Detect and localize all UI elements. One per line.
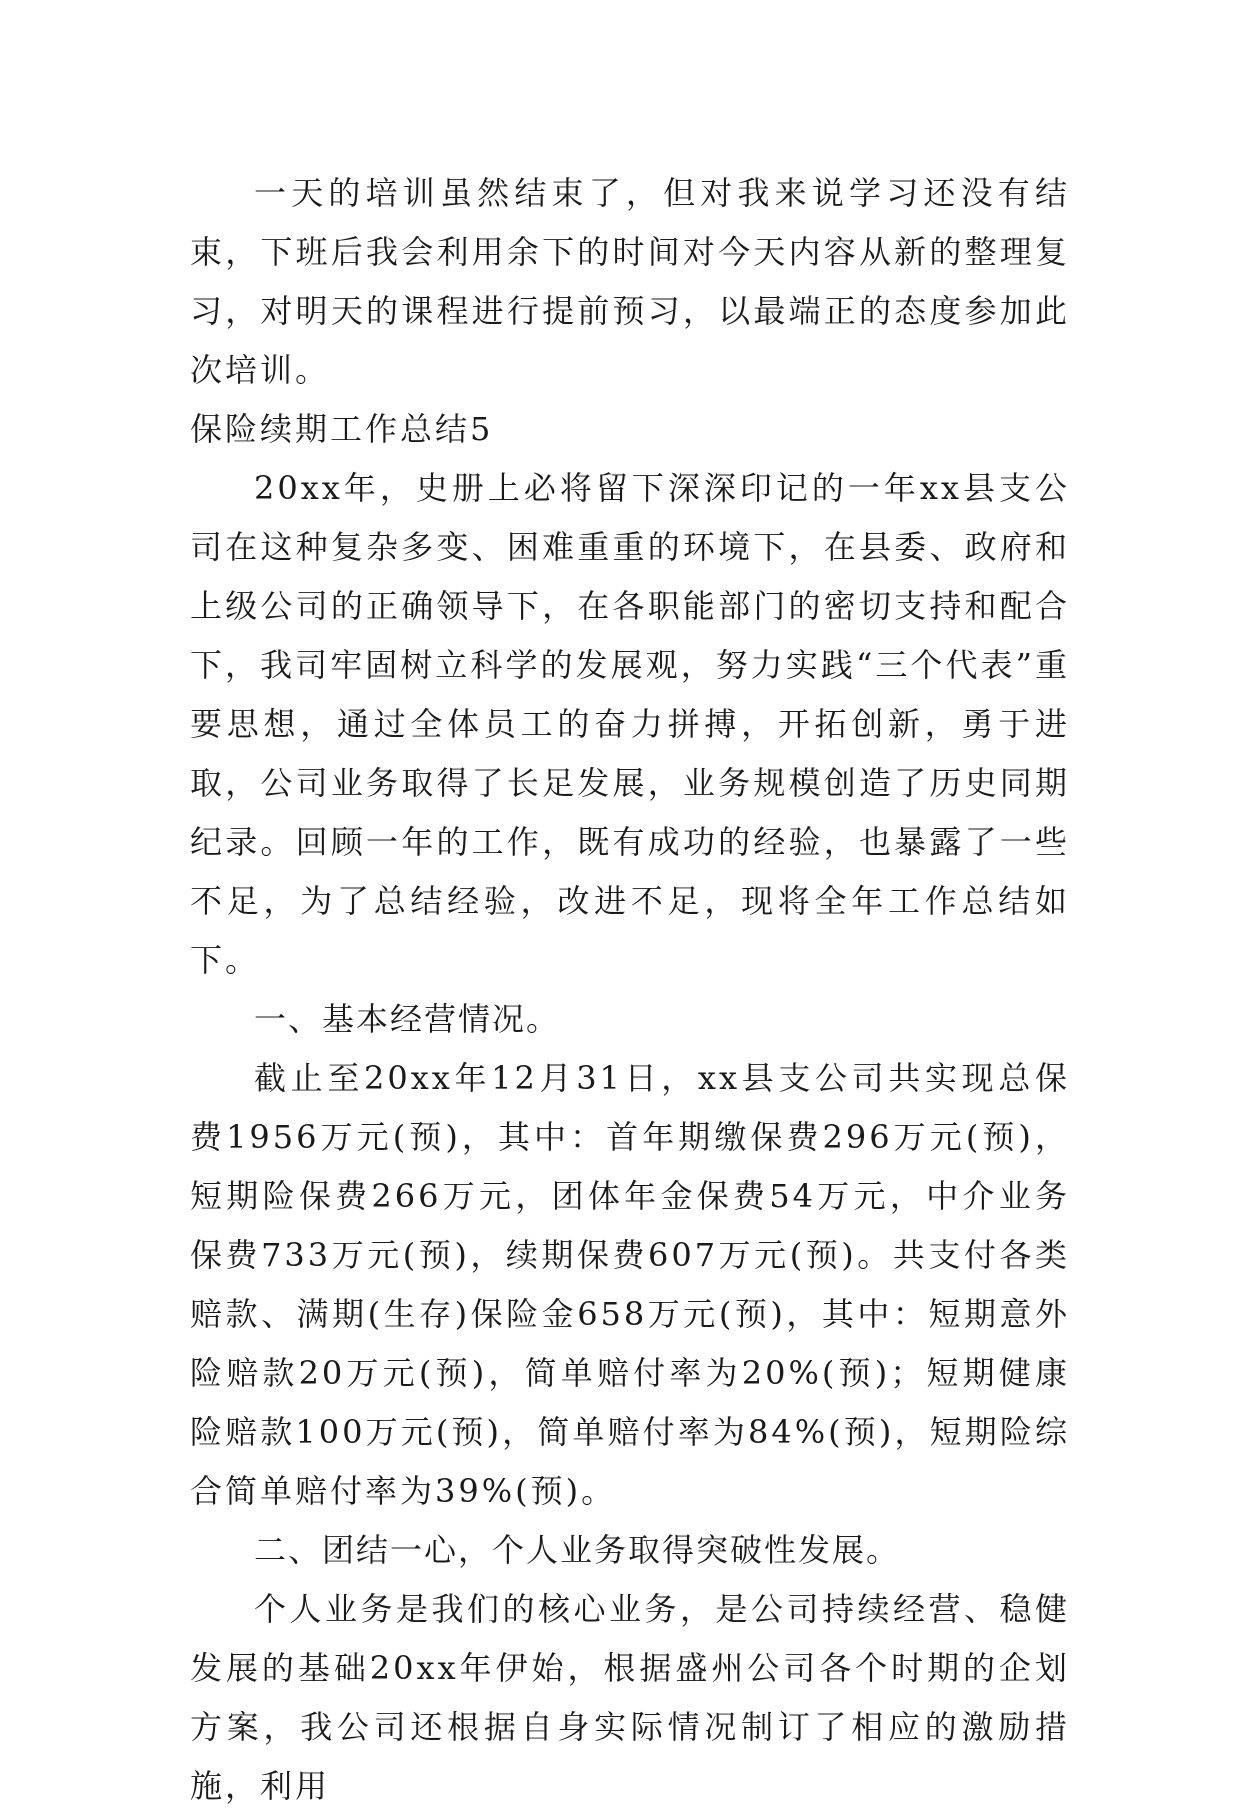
paragraph-personal-business: 个人业务是我们的核心业务，是公司持续经营、稳健发展的基础20xx年伊始，根据盛州公司各个时期的企划方案，我公司还根据自身实际情况制订了相应的激励措施，利用 <box>190 1590 1070 1805</box>
paragraph-annual-intro: 20xx年，史册上必将留下深深印记的一年xx县支公司在这种复杂多变、困难重重的环境下，在县委、政府和上级公司的正确领导下，在各职能部门的密切支持和配合下，我司牢固树立科学的发展观，努力实践“三个代表”重要思想，通过全体员工的奋力拼搏，开拓创新，勇于进取，公司业务取得了长足发展，业务规模创造了历史同期纪录。回顾一年的工作，既有成功的经验，也暴露了一些不足，为了总结经验，改进不足，现将全年工作总结如下。 <box>190 469 1070 979</box>
paragraph-premium-figures: 截止至20xx年12月31日，xx县支公司共实现总保费1956万元(预)，其中：首年期缴保费296万元(预)，短期险保费266万元，团体年金保费54万元，中介业务保费733万元(预)，续期保费607万元(预)。共支付各类赔款、满期(生存)保险金658万元(预)，其中：短期意外险赔款20万元(预)，简单赔付率为20%(预)；短期健康险赔款100万元(预)，简单赔付率为84%(预)，短期险综合简单赔付率为39%(预)。 <box>190 1059 1070 1510</box>
document-body <box>190 164 1070 1816</box>
heading-basic-operations: 一、基本经营情况。 <box>254 1000 561 1038</box>
section-title: 保险续期工作总结5 <box>190 410 494 448</box>
paragraph-training-ending: 一天的培训虽然结束了，但对我来说学习还没有结束，下班后我会利用余下的时间对今天内容从新的整理复习，对明天的课程进行提前预习，以最端正的态度参加此次培训。 <box>190 174 1070 389</box>
heading-personal-business: 二、团结一心，个人业务取得突破性发展。 <box>254 1531 901 1569</box>
